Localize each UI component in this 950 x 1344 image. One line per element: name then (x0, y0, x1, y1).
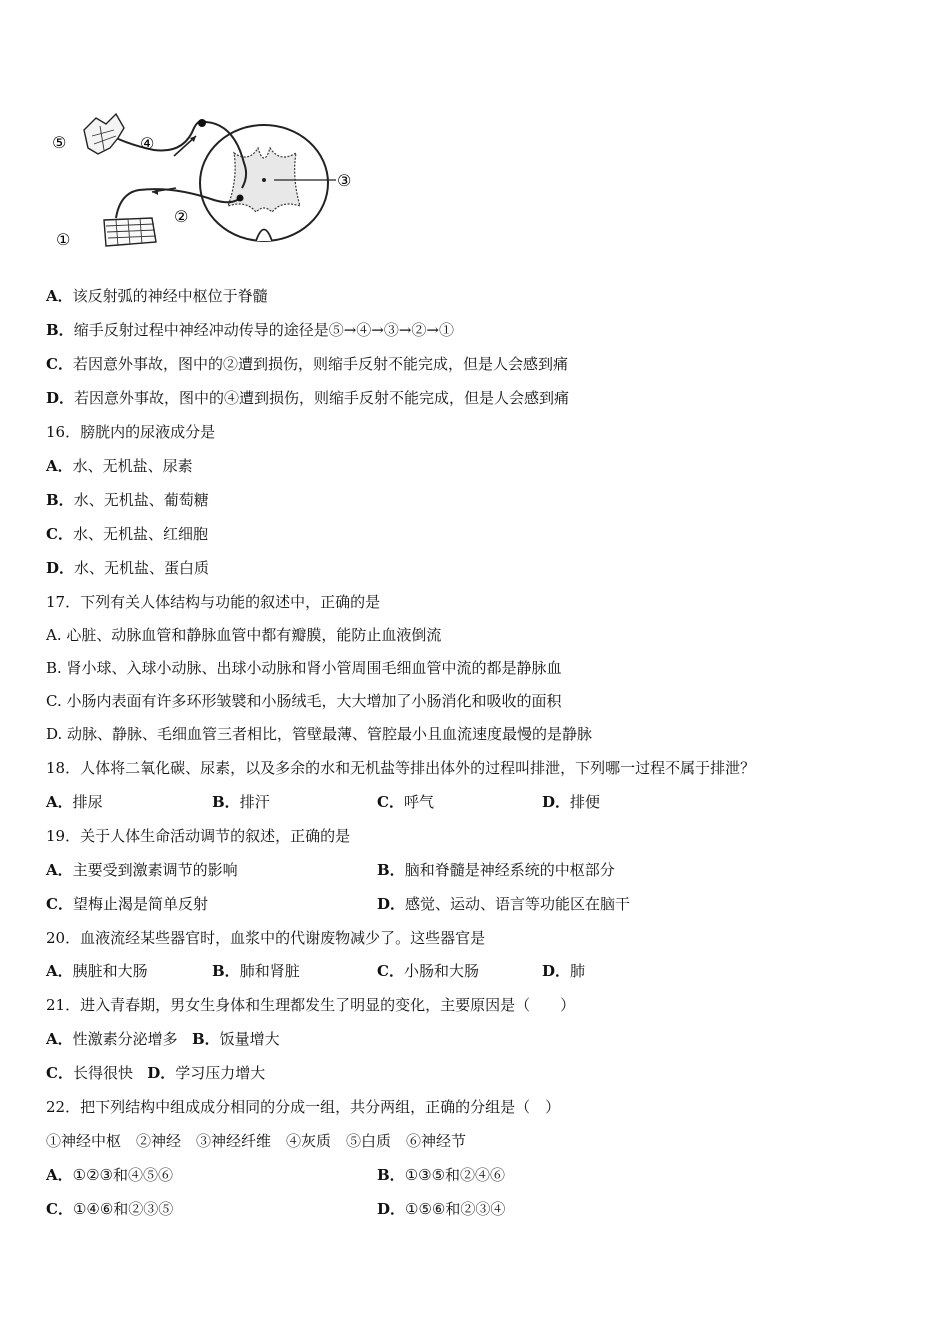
q20-option-b[interactable] (212, 961, 300, 981)
q21-options-row-1 (46, 1029, 280, 1049)
option-text: 饭量增大 (219, 1030, 280, 1048)
option-text: 学习压力增大 (175, 1064, 266, 1082)
option-letter: D． (377, 1200, 406, 1218)
option-text: 脑和脊髓是神经系统的中枢部分 (404, 861, 615, 879)
option-letter: C． (377, 793, 404, 811)
q22-option-c[interactable] (46, 1199, 173, 1219)
q18-option-b[interactable] (212, 792, 270, 812)
option-letter: C． (46, 525, 73, 543)
q21-option-a[interactable] (46, 1030, 178, 1048)
option-text: 长得很快 (72, 1064, 133, 1082)
spinal-cord-notch (256, 230, 272, 242)
q18-options-row (46, 792, 906, 812)
option-text: 水、无机盐、尿素 (72, 457, 193, 475)
option-text: 水、无机盐、葡萄糖 (73, 491, 209, 509)
q17-option-b[interactable]: B. 肾小球、入球小动脉、出球小动脉和肾小管周围毛细血管中流的都是静脉血 (46, 659, 562, 677)
figure-label-4: ④ (140, 134, 155, 153)
motor-neuron-dot (237, 195, 244, 202)
q16-option-d[interactable] (46, 558, 209, 578)
option-letter: D． (46, 389, 75, 407)
option-letter: C． (46, 895, 73, 913)
q20-option-c[interactable] (377, 961, 479, 981)
option-text: 水、无机盐、蛋白质 (74, 559, 210, 577)
option-letter: B． (212, 962, 240, 980)
option-letter: C． (377, 962, 404, 980)
q21-stem: 21．进入青春期，男女生身体和生理都发生了明显的变化，主要原因是（ ） (46, 996, 576, 1014)
q16-option-b[interactable] (46, 490, 209, 510)
option-letter: A． (46, 962, 73, 980)
q16-option-c[interactable] (46, 524, 208, 544)
option-letter: D． (377, 895, 406, 913)
option-text: 水、无机盐、红细胞 (72, 525, 208, 543)
option-letter: D． (46, 559, 75, 577)
figure-label-3: ③ (337, 171, 352, 190)
option-text: 胰脏和大肠 (72, 962, 148, 980)
option-letter: C． (46, 1200, 73, 1218)
option-letter: C． (46, 355, 73, 373)
q22-items: ①神经中枢 ②神经 ③神经纤维 ④灰质 ⑤白质 ⑥神经节 (46, 1132, 467, 1150)
q18-option-a[interactable] (46, 792, 103, 812)
option-text: 呼气 (403, 793, 434, 811)
q18-option-d[interactable] (542, 792, 600, 812)
option-letter: C． (46, 1064, 73, 1082)
option-letter: D． (147, 1064, 176, 1082)
figure-label-2: ② (174, 207, 189, 226)
q18-option-c[interactable] (377, 792, 434, 812)
central-canal (262, 178, 266, 182)
q19-option-d[interactable] (377, 894, 630, 914)
q16-stem: 16．膀胱内的尿液成分是 (46, 423, 216, 441)
q21-option-c[interactable] (46, 1064, 133, 1082)
option-text: ①⑤⑥和②③④ (405, 1200, 506, 1218)
option-letter: A． (46, 793, 73, 811)
q17-option-d[interactable]: D. 动脉、静脉、毛细血管三者相比，管壁最薄、管腔最小且血流速度最慢的是静脉 (46, 725, 593, 743)
figure-label-5: ⑤ (52, 133, 67, 152)
option-text: 肺 (570, 962, 586, 980)
q17-stem: 17．下列有关人体结构与功能的叙述中，正确的是 (46, 593, 381, 611)
q22-option-a[interactable] (46, 1165, 173, 1185)
option-text: 性激素分泌增多 (72, 1030, 178, 1048)
option-text: 若因意外事故，图中的②遭到损伤，则缩手反射不能完成，但是人会感到痛 (72, 355, 568, 373)
q15-option-a[interactable] (46, 286, 268, 306)
sensory-neuron-path (116, 121, 246, 188)
q21-option-b[interactable] (192, 1030, 280, 1048)
q20-stem: 20．血液流经某些器官时，血浆中的代谢废物减少了。这些器官是 (46, 929, 486, 947)
option-letter: A． (46, 457, 73, 475)
q22-option-d[interactable] (377, 1199, 505, 1219)
muscle-effector (104, 218, 156, 246)
ganglion-dot (198, 119, 206, 127)
option-text: ①②③和④⑤⑥ (72, 1166, 173, 1184)
q15-option-d[interactable] (46, 388, 569, 408)
option-text: 排尿 (72, 793, 103, 811)
q19-option-c[interactable] (46, 894, 208, 914)
q20-option-d[interactable] (542, 961, 585, 981)
q21-option-d[interactable] (147, 1064, 265, 1082)
option-text: 望梅止渴是简单反射 (72, 895, 208, 913)
option-text: 排汗 (239, 793, 270, 811)
option-text: 缩手反射过程中神经冲动传导的途径是⑤→④→③→②→① (73, 321, 454, 339)
q17-option-c[interactable]: C. 小肠内表面有许多环形皱襞和小肠绒毛，大大增加了小肠消化和吸收的面积 (46, 692, 562, 710)
option-text: 肺和肾脏 (239, 962, 300, 980)
q15-option-c[interactable] (46, 354, 568, 374)
reflex-arc-diagram (44, 108, 364, 258)
q19-option-b[interactable] (377, 860, 615, 880)
option-letter: B． (191, 1030, 220, 1048)
q15-option-b[interactable] (46, 320, 454, 340)
q19-stem: 19．关于人体生命活动调节的叙述，正确的是 (46, 827, 351, 845)
option-text: 排便 (570, 793, 601, 811)
option-text: 若因意外事故，图中的④遭到损伤，则缩手反射不能完成，但是人会感到痛 (74, 389, 570, 407)
option-letter: B． (377, 1166, 405, 1184)
q18-stem: 18．人体将二氧化碳、尿素，以及多余的水和无机盐等排出体外的过程叫排泄，下列哪一过程不属于排泄？ (46, 759, 756, 777)
q21-options-row-2 (46, 1063, 265, 1083)
option-text: 主要受到激素调节的影响 (72, 861, 238, 879)
option-text: ①④⑥和②③⑤ (72, 1200, 174, 1218)
skin-receptor (84, 114, 124, 154)
q20-options-row (46, 961, 906, 981)
option-letter: B． (212, 793, 240, 811)
q19-option-a[interactable] (46, 860, 238, 880)
option-letter: D． (542, 962, 571, 980)
option-letter: D． (542, 793, 571, 811)
option-letter: A． (46, 1166, 73, 1184)
figure-label-1: ① (56, 230, 71, 249)
q22-stem: 22．把下列结构中组成成分相同的分成一组，共分两组，正确的分组是（ ） (46, 1098, 561, 1116)
option-letter: B． (46, 321, 74, 339)
q16-option-a[interactable] (46, 456, 193, 476)
option-letter: A． (46, 1030, 73, 1048)
option-text: ①③⑤和②④⑥ (404, 1166, 506, 1184)
q20-option-a[interactable] (46, 961, 148, 981)
option-text: 小肠和大肠 (403, 962, 479, 980)
option-letter: B． (46, 491, 74, 509)
q22-option-b[interactable] (377, 1165, 505, 1185)
option-text: 该反射弧的神经中枢位于脊髓 (72, 287, 268, 305)
option-letter: A． (46, 287, 73, 305)
option-letter: A． (46, 861, 73, 879)
q17-option-a[interactable]: A. 心脏、动脉血管和静脉血管中都有瓣膜，能防止血液倒流 (46, 626, 442, 644)
option-letter: B． (377, 861, 405, 879)
option-text: 感觉、运动、语言等功能区在脑干 (405, 895, 631, 913)
